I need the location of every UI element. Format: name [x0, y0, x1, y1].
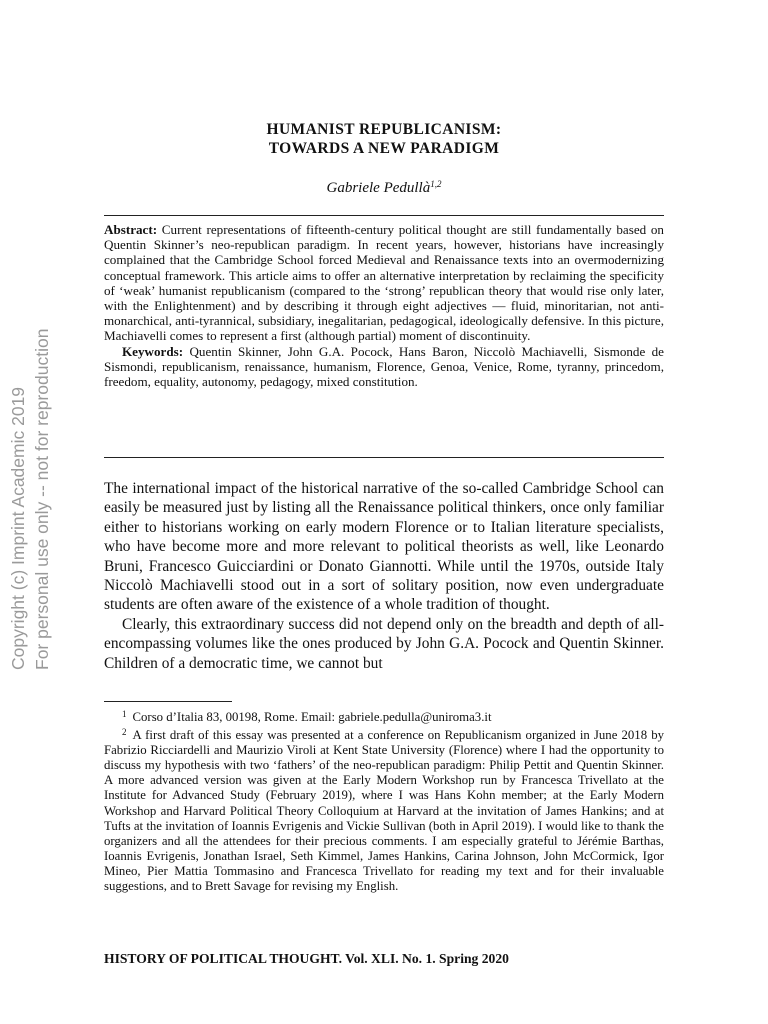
footnote-1-mark: 1: [122, 709, 127, 719]
body-paragraph-2: Clearly, this extraordinary success did not depend only on the breadth and depth of all-encompassing volumes like the ones produced by John G.A. Pocock and Quentin Skinner. Children of a democratic time, we cannot but: [104, 615, 664, 672]
abstract-block: [104, 222, 664, 389]
keywords-text: Quentin Skinner, John G.A. Pocock, Hans Baron, Niccolò Machiavelli, Sismonde de Sismondi, republicanism, renaissance, humanism, Florence, Genoa, Venice, Rome, tyranny, princedom, freedom, equality, autonomy, pedagogy, mixed constitution.: [104, 343, 664, 390]
footnote-1-text: Corso d’Italia 83, 00198, Rome. Email: gabriele.pedulla@uniroma3.it: [132, 710, 492, 724]
footnote-rule: [104, 701, 232, 702]
author-byline: [104, 175, 664, 198]
keywords-paragraph: [104, 344, 664, 390]
watermark-line-1: Copyright (c) Imprint Academic 2019: [8, 386, 28, 670]
title-line-2: TOWARDS A NEW PARADIGM: [268, 140, 500, 157]
abstract-label: Abstract:: [104, 222, 158, 237]
footnote-2-text: A first draft of this essay was presented at a conference on Republicanism organized in June 2018 by Fabrizio Ricciardelli and Maurizio Viroli at Kent State University (Florence) where I had the opportunity to discuss my hypothesis with two ‘fathers’ of the neo-republican paradigm: Philip Pettit and Quentin Skinner. A more advanced version was given at the Early Modern Workshop run by Francesca Trivellato at the Institute for Advanced Study (February 2019), where I was Hans Kohn member; at the Early Modern Workshop and Harvard Political Theory Colloquium at Harvard at the invitation of James Hankins; and at Tufts at the invitation of Ioannis Evrigenis and Vickie Sullivan (both in April 2019). I would like to thank the organizers and all the attendees for their precious comments. I am especially grateful to Jérémie Barthas, Ioannis Evrigenis, Jonathan Israel, Seth Kimmel, James Hankins, Carina Johnson, John McCormick, Igor Mineo, Pier Mattia Tommasino and Francesca Trivellato for reading my text and for their invaluable suggestions, and to Brett Savage for revising my English.: [104, 728, 664, 894]
keywords-label: Keywords:: [122, 343, 184, 359]
author-footnote-marks: 1,2: [430, 179, 442, 189]
article-title: [104, 120, 664, 158]
title-line-1: HUMANIST REPUBLICANISM:: [266, 121, 502, 138]
author-name: Gabriele Pedullà: [326, 180, 431, 196]
copyright-watermark: [6, 328, 58, 670]
footnote-1: [104, 707, 664, 725]
footnote-2: [104, 725, 664, 894]
abstract-top-rule: [104, 215, 664, 216]
abstract-bottom-rule: [104, 457, 664, 458]
watermark-line-2: For personal use only -- not for reproduction: [32, 328, 52, 670]
journal-citation-footer: HISTORY OF POLITICAL THOUGHT. Vol. XLI. No. 1. Spring 2020: [104, 951, 509, 966]
footnotes: [104, 707, 664, 894]
abstract-paragraph: [104, 222, 664, 344]
body-paragraph-1: The international impact of the historical narrative of the so-called Cambridge School can easily be measured just by listing all the Renaissance political thinkers, once only familiar either to historians working on early modern Florence or to Italian literature specialists, who have become more and more relevant to political theorists as well, like Leonardo Bruni, Francesco Guicciardini or Donato Giannotti. While until the 1970s, outside Italy Niccolò Machiavelli stood out in a sort of solitary position, now even undergraduate students are often aware of the existence of a whole tradition of thought.: [104, 480, 664, 614]
article-body: [104, 479, 664, 673]
abstract-text: Current representations of fifteenth-century political thought are still fundamentally based on Quentin Skinner’s neo-republican paradigm. In recent years, however, historians have increasingly complained that the Cambridge School forced Medieval and Renaissance texts into an overmodernizing conceptual framework. This article aims to offer an alternative interpretation by reclaiming the specificity of ‘weak’ humanist republicanism (compared to the ‘strong’ republican theory that would rise only later, with the Enlightenment) and by describing it through eight adjectives — fluid, minoritarian, not anti-monarchical, anti-tyrannical, subsidiary, inegalitarian, pedagogical, ideologically defensive. In this picture, Machiavelli comes to represent a first (although partial) moment of discontinuity.: [104, 222, 664, 344]
footnote-2-mark: 2: [122, 727, 127, 738]
